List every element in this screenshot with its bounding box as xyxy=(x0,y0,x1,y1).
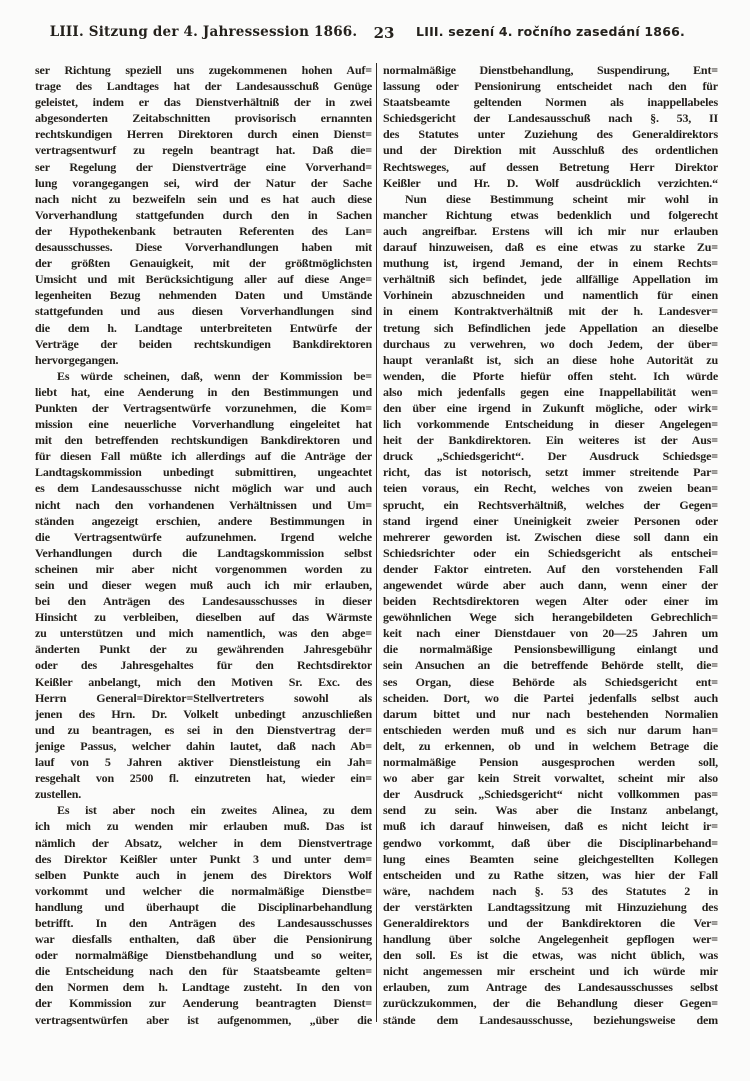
text-line: zurückzukommen, der die Behandlung dieser Gegen= xyxy=(383,996,718,1011)
text-line: der Ausdruck „Schiedsgericht“ nicht vollkommen pas= xyxy=(383,787,718,802)
text-line: entschieden werden muß und es sich nur darum han= xyxy=(383,722,718,737)
text-line: stattgefunden und aus diesen Vorverhandlungen sind xyxy=(35,304,372,319)
text-line: gewöhnlichen Wege sich herangebildeten Gebrechlich= xyxy=(383,610,718,625)
text-line: jenen des Hrn. Dr. Volkelt unbedingt anzuschließen xyxy=(35,706,372,721)
text-line: für diesen Fall müßte ich allerdings auf die Anträge der xyxy=(35,449,372,464)
text-line: geleistet, indem er das Dienstverhältniß der in zwei xyxy=(35,95,372,110)
text-line: und zu beantragen, es sei in den Dienstvertrag der= xyxy=(35,722,372,737)
text-line: legenheiten Bezug nehmenden Daten und Umstände xyxy=(35,288,372,303)
text-line: handlung über solche Angelegenheit gepflogen wer= xyxy=(383,932,718,947)
text-line: die Vertragsentwürfe aufzunehmen. Irgend welche xyxy=(35,529,372,544)
text-line: Verhandlungen durch die Landtagskommission selbst xyxy=(35,545,372,560)
text-line: ich mich zu wenden mir erlauben muß. Das ist xyxy=(35,819,372,834)
text-line: Schiedsrichter oder ein Schiedsgericht als entschei= xyxy=(383,545,718,560)
text-line: der größten Genauigkeit, mit der größtmöglichsten xyxy=(35,256,372,271)
text-line: vertragsentwürfen aber ist aufgenommen, „über die xyxy=(35,1012,372,1027)
text-line: entscheiden und zu Rathe sitzen, was hier der Fall xyxy=(383,867,718,882)
text-line: nämlich der Absatz, welcher in dem Dienstvertrage xyxy=(35,835,372,850)
text-line: sprucht, ein Rechtsverhältniß, welches der Gegen= xyxy=(383,497,718,512)
text-line: Keißler anbelangt, mich den Motiven Sr. Exc. des xyxy=(35,674,372,689)
text-line: send zu sein. Was aber die Instanz anbelangt, xyxy=(383,803,718,818)
text-line: die Entscheidung nach den für Staatsbeamte gelten= xyxy=(35,964,372,979)
text-line: rechtskundigen Herren Direktoren durch einen Dienst= xyxy=(35,127,372,142)
text-line: mehrerer geworden ist. Zwischen diese soll dann ein xyxy=(383,529,718,544)
text-line: sein und dieser wegen muß auch ich mir erlauben, xyxy=(35,578,372,592)
text-line: gendwo vorkommt, daß über die Disciplinarbehand= xyxy=(383,835,718,850)
text-line: druck „Schiedsgericht“. Der Ausdruck Schiedsge= xyxy=(383,449,718,464)
text-line: wäre, nachdem nach §. 53 des Statutes 2 in xyxy=(383,883,718,898)
text-line: Umsicht und mit Berücksichtigung aller auf diese Ange= xyxy=(35,272,372,287)
text-line: mission eine neuerliche Vorverhandlung eingeleitet hat xyxy=(35,417,372,432)
column-divider xyxy=(376,63,378,1022)
text-line: ser Regelung der Dienstverträge eine Vorverhand= xyxy=(35,159,372,174)
text-line: lauf von 5 Jahren aktiver Dienstleistung ein Jah= xyxy=(35,755,372,770)
text-line: angewendet würde aber auch dann, wenn einer der xyxy=(383,578,718,592)
text-line: zustellen. xyxy=(35,787,82,802)
text-line: nach nicht zu bezweifeln sein und es hat auch diese xyxy=(35,191,372,206)
page-header xyxy=(0,24,750,46)
text-line: handlung und überhaupt die Disciplinarbehandlung xyxy=(35,899,372,914)
text-line: trage des Landtages hat der Landesausschuß Genüge xyxy=(35,79,372,94)
text-line: lung vorangegangen sei, wird der Natur der Sache xyxy=(35,175,372,190)
text-line: lung eines Beamten seine gleichgestellten Kollegen xyxy=(383,851,718,866)
text-line: wenden, die Pforte hiefür offen steht. Ich würde xyxy=(383,368,718,383)
text-line: es dem Landesausschusse nicht möglich war und auch xyxy=(35,481,372,496)
text-line: oder des Jahresgehaltes für den Rechtsdirektor xyxy=(35,658,372,673)
text-line: vorkommt und welcher die normalmäßige Dienstbe= xyxy=(35,883,372,898)
text-line: auch angreifbar. Erstens will ich mir nur erlauben xyxy=(383,223,718,238)
text-line: haupt veranlaßt ist, sich an diese hohe Autorität zu xyxy=(383,352,718,367)
text-line: den soll. Es ist die etwas, was nicht üblich, was xyxy=(383,948,718,963)
text-line: Hinsicht zu verbleiben, dieselben auf das Wärmste xyxy=(35,610,372,625)
text-column-right xyxy=(383,62,718,1028)
text-line: Generaldirektors und der Bankdirektoren die Ver= xyxy=(383,915,718,930)
text-line: vertragsentwurf zu regeln beantragt hat. Daß die= xyxy=(35,143,372,158)
text-line: in einem Kontraktverhältniß mit der h. Landesver= xyxy=(383,304,718,319)
text-line: dender Faktor eintreten. Auf den vorstehenden Fall xyxy=(383,561,718,576)
text-line: normalmäßige Pension ausgesprochen werden soll, xyxy=(383,755,718,770)
text-line: mit den betreffenden rechtskundigen Bankdirektoren und xyxy=(35,433,372,448)
text-line: selben Punkte auch in jenem des Direktors Wolf xyxy=(35,867,372,882)
text-line: nicht angemessen mir erscheint und ich würde mir xyxy=(383,964,718,979)
text-line: scheinen mir aber nicht vorgenommen worden zu xyxy=(35,561,372,576)
text-line: Es würde scheinen, daß, wenn der Kommission be= xyxy=(57,368,372,383)
text-line: lassung oder Pensionirung entscheidet nach den für xyxy=(383,79,718,94)
text-line: heit der Bankdirektoren. Ein weiteres ist der Aus= xyxy=(383,433,718,448)
text-line: Schiedsgericht der Landesausschuß nach §. 53, II xyxy=(383,111,718,126)
page-number: 23 xyxy=(373,24,395,42)
header-left-title: LIII. Sitzung der 4. Jahressession 1866. xyxy=(49,24,358,40)
text-line: der Kommission zur Aenderung beantragten Dienst= xyxy=(35,996,372,1011)
text-line: die normalmäßige Pensionsbewilligung einlangt und xyxy=(383,642,718,657)
text-line: ses Organ, diese Behörde als Schiedsgericht ent= xyxy=(383,674,718,689)
text-line: wo aber gar kein Streit vorwaltet, scheint mir also xyxy=(383,771,718,786)
text-line: darum bittet und nur nach bestehenden Normalien xyxy=(383,706,718,721)
text-line: Staatsbeamte geltenden Normen als inappellabeles xyxy=(383,95,718,110)
text-line: stände dem Landesausschusse, beziehungsweise dem xyxy=(383,1012,718,1027)
text-line: teien voraus, ein Recht, welches von zweien bean= xyxy=(383,481,718,496)
text-line: also mich jedenfalls gegen eine Inappellabilität wen= xyxy=(383,384,718,399)
text-line: Vorverhandlung stattgefunden durch den in Sachen xyxy=(35,207,372,222)
text-line: hervorgegangen. xyxy=(35,352,119,367)
text-line: mancher Richtung etwas bedenklich und folgerecht xyxy=(383,207,718,222)
text-line: normalmäßige Dienstbehandlung, Suspendirung, Ent= xyxy=(383,63,718,77)
text-line: muthung ist, irgend Jemand, der in einem Rechts= xyxy=(383,256,718,271)
text-line: den über eine irgend in Zukunft mögliche, oder wirk= xyxy=(383,400,718,415)
text-line: abgesonderten Zeitabschnitten provisorisch ernannten xyxy=(35,111,372,126)
text-line: Punkten der Vertragsentwürfe vorzunehmen, die Kom= xyxy=(35,400,372,415)
text-line: ständen angezeigt erschien, andere Bestimmungen in xyxy=(35,513,372,528)
text-line: lich vorkommende Entscheidung in dieser Angelegen= xyxy=(383,417,718,432)
header-right-title: LIII. sezení 4. ročního zasedání 1866. xyxy=(416,24,685,39)
text-line: zu unterstützen und mich namentlich, was den abge= xyxy=(35,626,372,641)
text-line: des Direktor Keißler unter Punkt 3 und unter dem= xyxy=(35,851,372,866)
text-line: jenige Passus, welcher dahin lautet, daß nach Ab= xyxy=(35,738,372,753)
text-line: des Statutes unter Zuziehung des Generaldirektors xyxy=(383,127,718,142)
text-line: sein Ansuchen an die betreffende Behörde stellt, die= xyxy=(383,658,718,673)
text-line: betrifft. In den Anträgen des Landesausschusses xyxy=(35,915,372,930)
text-line: Keißler und Hr. D. Wolf ausdrücklich verzichten.“ xyxy=(383,175,718,190)
text-line: richt, das ist notorisch, setzt immer streitende Par= xyxy=(383,465,718,480)
text-line: bei den Anträgen des Landesausschusses in dieser xyxy=(35,594,372,609)
text-line: resgehalt von 2500 fl. einzutreten hat, wieder ein= xyxy=(35,771,372,786)
text-line: verhältniß sich befindet, jede allfällige Appellation im xyxy=(383,272,718,287)
text-line: liebt hat, eine Aenderung in den Bestimmungen und xyxy=(35,384,372,399)
text-line: nicht nach den vorhandenen Verhältnissen und Um= xyxy=(35,497,372,512)
text-line: durchaus zu verwehren, wo doch Jedem, der über= xyxy=(383,336,718,351)
text-line: muß ich darauf hinweisen, daß es nicht leicht ir= xyxy=(383,819,718,834)
text-line: war diesfalls enthalten, daß über die Pensionirung xyxy=(35,932,372,947)
text-line: erlauben, zum Antrage des Landesausschusses selbst xyxy=(383,980,718,995)
text-line: beiden Rechtsdirektoren wegen Alter oder einer im xyxy=(383,594,718,609)
text-line: Verträge der beiden rechtskundigen Bankdirektoren xyxy=(35,336,372,351)
text-line: die dem h. Landtage unterbreiteten Entwürfe der xyxy=(35,320,372,335)
text-line: tretung sich Befindlichen jede Appellation an dieselbe xyxy=(383,320,718,335)
text-line: darauf hinzuweisen, daß es eine etwas zu starke Zu= xyxy=(383,240,718,255)
text-line: Rechtsweges, auf dessen Betretung Herr Direktor xyxy=(383,159,718,174)
text-line: delt, zu erkennen, ob und in welchem Betrage die xyxy=(383,738,718,753)
text-line: scheiden. Dort, wo die Partei jedenfalls selbst auch xyxy=(383,690,718,705)
text-line: Vorhinein abzuschneiden und namentlich für einen xyxy=(383,288,718,303)
text-line: den Normen dem h. Landtage zusteht. In den von xyxy=(35,980,372,995)
text-line: desausschusses. Diese Vorverhandlungen haben mit xyxy=(35,240,372,255)
text-line: Es ist aber noch ein zweites Alinea, zu dem xyxy=(57,803,372,818)
text-line: der Hypothekenbank betrauten Referenten des Lan= xyxy=(35,223,372,238)
text-line: stand irgend einer Uneinigkeit zweier Personen oder xyxy=(383,513,718,528)
text-line: und der Direktion mit Ausschluß des ordentlichen xyxy=(383,143,718,158)
text-line: Herrn General=Direktor=Stellvertreters sowohl als xyxy=(35,690,372,705)
text-column-left xyxy=(35,62,372,1028)
text-line: änderten Punkt der zu gewährenden Jahresgebühr xyxy=(35,642,372,657)
text-line: keit nach einer Dienstdauer von 20—25 Jahren um xyxy=(383,626,718,641)
text-line: Landtagskommission unbedingt submittiren, ungeachtet xyxy=(35,465,372,480)
text-line: der verstärkten Landtagssitzung mit Hinzuziehung des xyxy=(383,899,718,914)
text-line: oder normalmäßige Dienstbehandlung und so weiter, xyxy=(35,948,372,963)
text-line: Nun diese Bestimmung scheint mir wohl in xyxy=(405,191,718,206)
text-line: ser Richtung speziell uns zugekommenen hohen Auf= xyxy=(35,63,372,77)
